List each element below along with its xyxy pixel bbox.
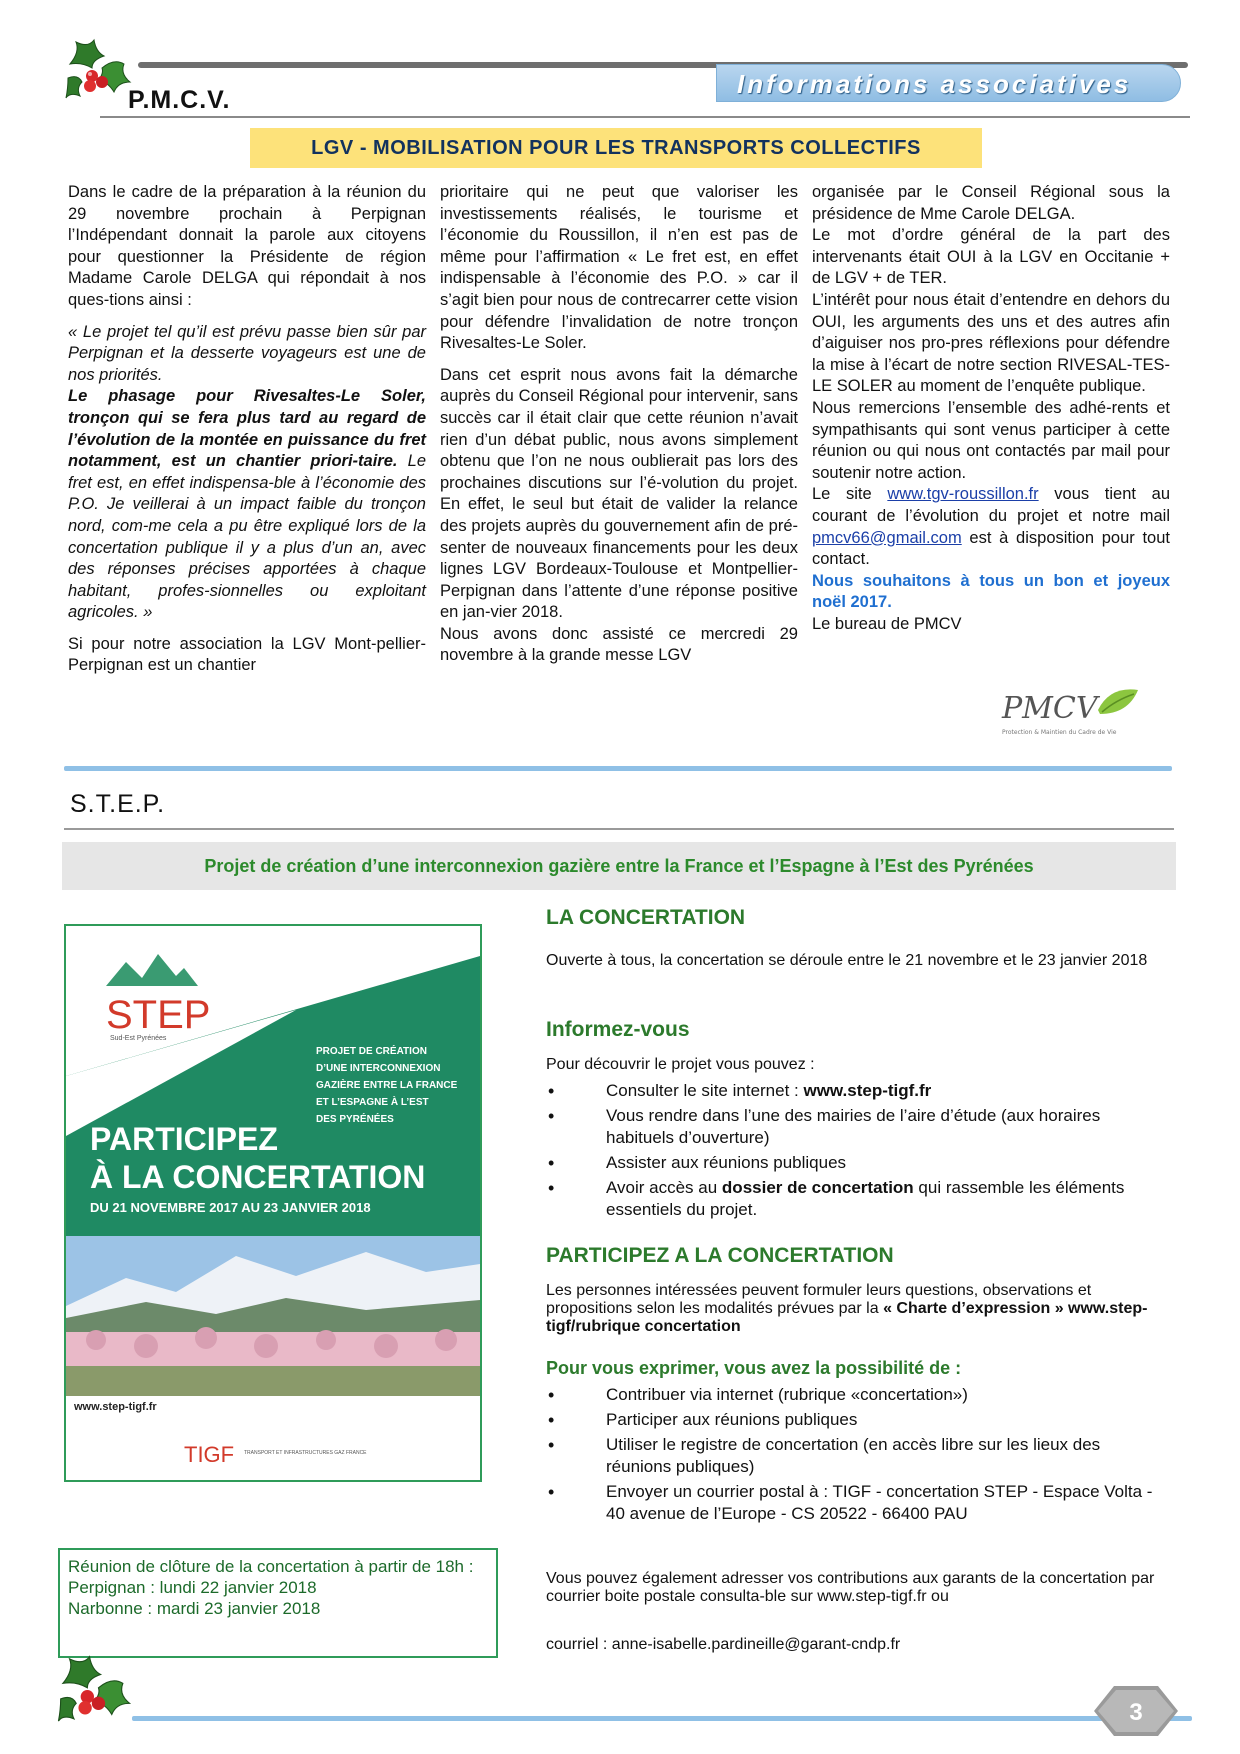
list-item bbox=[546, 1177, 1170, 1221]
poster-site: www.step-tigf.fr bbox=[74, 1401, 157, 1413]
concertation-poster bbox=[64, 924, 482, 1482]
site-link[interactable]: www.tgv-roussillon.fr bbox=[887, 485, 1039, 504]
text: vous tient au courant de l’évolution du projet et notre mail bbox=[812, 485, 1170, 525]
quote-text: Le fret est, en effet indispensa-ble à l’économie des P.O. Je veillerai à un impact faible du tronçon nord, com-me cela a pu être expliqué lors de la concertation publique il y a plus d’un an, avec des réponses précises apportées à chaque habitant, profes-sionnelles ou exploitant agricoles. » bbox=[68, 452, 427, 622]
text: Les personnes intéressées peuvent formuler leurs questions, observations et propositions selon les modalités prévues par la bbox=[546, 1282, 1092, 1317]
footer-rule bbox=[132, 1716, 1192, 1721]
quote-paragraph bbox=[68, 322, 426, 624]
page-number-badge bbox=[1092, 1684, 1180, 1738]
page-number: 3 bbox=[1129, 1699, 1143, 1726]
brand-name: P.M.C.V. bbox=[128, 86, 231, 114]
signature: Le bureau de PMCV bbox=[812, 614, 962, 633]
reunion-box bbox=[58, 1548, 498, 1658]
pmcv-logo-tagline: Protection & Maintien du Cadre de Vie bbox=[1002, 729, 1117, 736]
final-text: Vous pouvez également adresser vos contributions aux garants de la concertation par courrier boite postale consulta-ble sur www.step-tigf.fr ou bbox=[546, 1570, 1155, 1605]
holly-icon bbox=[62, 34, 134, 106]
quote-bold-text: Le phasage pour Rivesaltes-Le Soler, tronçon qui se fera plus tard au regard de l’évolution de la montée en puissance du fret notamment, est un chantier priori-taire. bbox=[68, 387, 426, 471]
final-mail: courriel : anne-isabelle.pardineille@garant-cndp.fr bbox=[546, 1636, 901, 1653]
step-banner: Projet de création d’une interconnexion gazière entre la France et l’Espagne à l’Est des Pyrénées bbox=[62, 842, 1176, 890]
paragraph: Nous avons donc assisté ce mercredi 29 novembre à la grande messe LGV bbox=[440, 624, 798, 665]
informez-intro: Pour découvrir le projet vous pouvez : bbox=[546, 1056, 815, 1073]
lgv-column-2 bbox=[440, 182, 798, 677]
item-bold: dossier de concertation bbox=[721, 1178, 914, 1197]
pmcv-logo bbox=[998, 680, 1148, 740]
paragraph: L’intérêt pour nous était d’entendre en dehors du OUI, les arguments des uns et des autres afin d’aiguiser nos pro-pres réflexions pour défendre la mise à l’écart de notre section RIVESAL-TES-LE SOLER au moment de l’enquête publique. bbox=[812, 290, 1170, 396]
pmcv-logo-text: PMCV bbox=[1002, 691, 1098, 726]
item-text: Consulter le site internet : bbox=[606, 1081, 804, 1100]
poster-project-line: GAZIÈRE ENTRE LA FRANCE bbox=[316, 1080, 458, 1091]
item-bold: www.step-tigf.fr bbox=[803, 1081, 932, 1100]
text: Le site bbox=[812, 485, 888, 504]
poster-headline-2: À LA CONCERTATION bbox=[90, 1159, 426, 1195]
item-text: Assister aux réunions publiques bbox=[606, 1153, 847, 1172]
step-section-title: S.T.E.P. bbox=[70, 790, 166, 818]
mail-link[interactable]: pmcv66@gmail.com bbox=[812, 528, 962, 547]
section-divider bbox=[64, 766, 1172, 771]
informez-title: Informez-vous bbox=[546, 1018, 690, 1041]
concertation-title: LA CONCERTATION bbox=[546, 906, 746, 929]
paragraph: prioritaire qui ne peut que valoriser les investissements réalisés, le tourisme et l’économie du Roussillon, il n’en est pas de même pour l’affirmation « Le fret est, en effet indispensable à l’économie des P.O. » car il s’agit bien pour nous de contrecarrer cette vision pour défendre l’invalidation de notre tronçon Rivesaltes-Le Soler. bbox=[440, 183, 798, 353]
contact-paragraph bbox=[812, 484, 1170, 570]
poster-tigf: TIGF bbox=[184, 1442, 235, 1467]
lgv-column-1 bbox=[68, 182, 426, 687]
poster-headline-1: PARTICIPEZ bbox=[90, 1121, 278, 1157]
informez-block bbox=[546, 1018, 1170, 1042]
item-text: qui rassemble les éléments essentiels du projet. bbox=[606, 1178, 1125, 1219]
season-wishes: Nous souhaitons à tous un bon et joyeux noël 2017. bbox=[812, 571, 1170, 612]
item-text: Vous rendre dans l’une des mairies de l’aire d’étude (aux horaires habituels d’ouverture) bbox=[606, 1106, 1101, 1147]
poster-dates: DU 21 NOVEMBRE 2017 AU 23 JANVIER 2018 bbox=[90, 1200, 371, 1215]
header-rule-bottom bbox=[100, 116, 1190, 118]
reunion-line: Narbonne : mardi 23 janvier 2018 bbox=[68, 1599, 321, 1618]
section-label: Informations associatives bbox=[716, 64, 1181, 102]
poster-project-line: PROJET DE CRÉATION bbox=[316, 1046, 427, 1057]
reunion-line: Réunion de clôture de la concertation à partir de 18h : bbox=[68, 1557, 474, 1576]
poster-project-line: DES PYRÉNÉES bbox=[316, 1114, 394, 1125]
paragraph: Si pour notre association la LGV Mont-pellier-Perpignan est un chantier bbox=[68, 634, 426, 675]
list-item: • Envoyer un courrier postal à : TIGF - concertation STEP - Espace Volta - 40 avenue de l’Europe - CS 20522 - 66400 PAU bbox=[546, 1481, 1170, 1525]
list-item: • Contribuer via internet (rubrique «concertation») bbox=[546, 1384, 1170, 1406]
item-text: Avoir accès au bbox=[606, 1178, 722, 1197]
paragraph: organisée par le Conseil Régional sous la présidence de Mme Carole DELGA. bbox=[812, 183, 1170, 223]
exprimer-list bbox=[546, 1384, 1170, 1528]
concertation-block bbox=[546, 906, 1170, 930]
poster-logo: STEP bbox=[106, 993, 211, 1037]
quote-text: « Le projet tel qu’il est prévu passe bien sûr par Perpignan et la desserte voyageurs est une de nos priorités. bbox=[68, 322, 426, 384]
list-item bbox=[546, 1105, 1170, 1149]
informez-list bbox=[546, 1080, 1170, 1224]
exprimer-title: Pour vous exprimer, vous avez la possibilité de : bbox=[546, 1358, 962, 1378]
list-item: • Participer aux réunions publiques bbox=[546, 1409, 1170, 1431]
participez-text bbox=[546, 1282, 1170, 1336]
participez-title: PARTICIPEZ A LA CONCERTATION bbox=[546, 1244, 894, 1267]
lgv-title: LGV - MOBILISATION POUR LES TRANSPORTS COLLECTIFS bbox=[250, 128, 982, 168]
list-item bbox=[546, 1152, 1170, 1174]
poster-artwork bbox=[66, 926, 480, 1480]
paragraph: Dans cet esprit nous avons fait la démarche auprès du Conseil Régional pour intervenir, sans succès car il était clair que cette réunion n’avait rien d’un débat public, nous avons simplement obtenu que l’on ne nous oublierait pas lors des prochaines discutions sur l’é-volution du projet. En effet, le seul but était de valider la relance des projets auprès du gouvernement afin de pré-senter de nouveaux financements pour les deux lignes LGV Bordeaux-Toulouse et Montpellier-Perpignan dans l’attente d’une réponse positive en jan-vier 2018. bbox=[440, 365, 798, 622]
poster-project-line: D’UNE INTERCONNEXION bbox=[316, 1063, 441, 1074]
poster-tigf-sub: TRANSPORT ET INFRASTRUCTURES GAZ FRANCE bbox=[244, 1450, 367, 1456]
concertation-text: Ouverte à tous, la concertation se déroule entre le 21 novembre et le 23 janvier 2018 bbox=[546, 952, 1148, 969]
holly-icon bbox=[54, 1650, 134, 1730]
poster-logo-sub: Sud-Est Pyrénées bbox=[110, 1035, 167, 1042]
paragraph: Le mot d’ordre général de la part des intervenants était OUI à la LGV en Occitanie + de LGV + de TER. bbox=[812, 226, 1170, 288]
paragraph: Dans le cadre de la préparation à la réunion du 29 novembre prochain à Perpignan l’Indépendant donnait la parole aux citoyens pour questionner la Présidente de région Madame Carole DELGA qui répondait à nos ques-tions ainsi : bbox=[68, 183, 426, 309]
participez-block bbox=[546, 1244, 1170, 1268]
text: est à disposition pour tout contact. bbox=[812, 528, 1170, 569]
list-item bbox=[546, 1080, 1170, 1102]
lgv-column-3 bbox=[812, 182, 1170, 635]
reunion-line: Perpignan : lundi 22 janvier 2018 bbox=[68, 1578, 317, 1597]
paragraph: Nous remercions l’ensemble des adhé-rents et sympathisants qui sont venus participer à cette réunion ou qui nous ont contactés par mail pour soutenir notre action. bbox=[812, 398, 1170, 482]
poster-project-line: ET L’ESPAGNE À L’EST bbox=[316, 1097, 429, 1108]
step-rule bbox=[64, 828, 1174, 830]
list-item: • Utiliser le registre de concertation (en accès libre sur les lieux des réunions publiques) bbox=[546, 1434, 1170, 1478]
bold-text: « Charte d’expression » www.step-tigf/rubrique concertation bbox=[546, 1300, 1148, 1335]
